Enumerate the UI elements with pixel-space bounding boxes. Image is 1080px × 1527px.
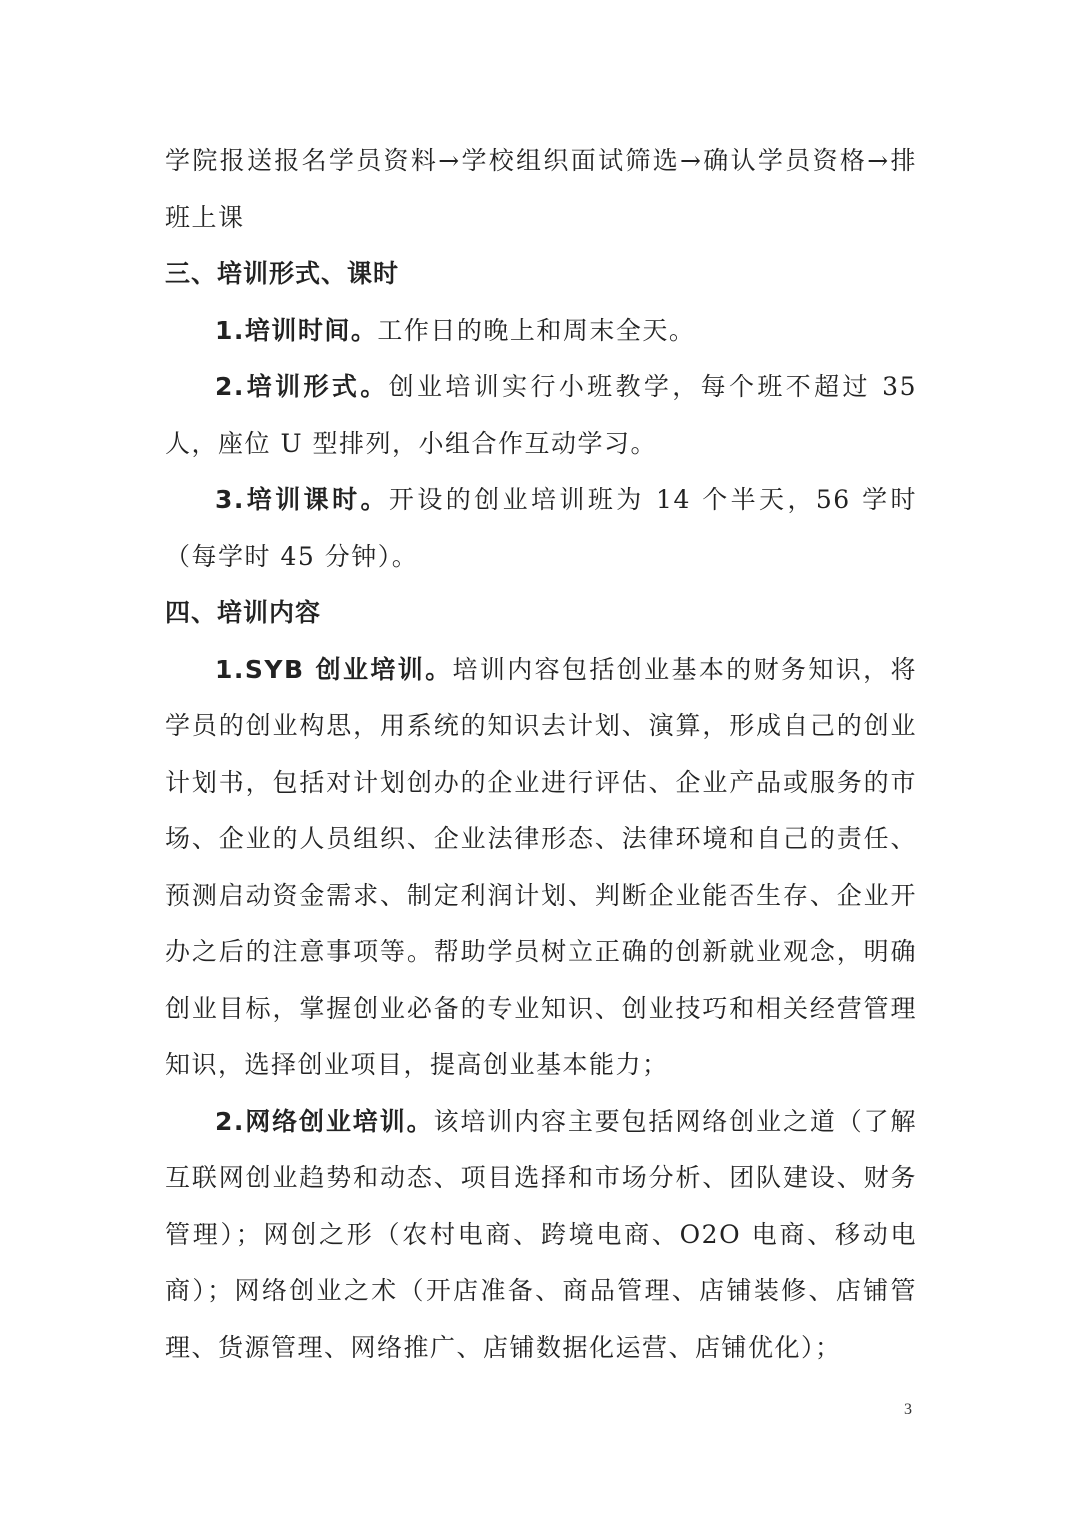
online-training-lead: 2.网络创业培训。 bbox=[215, 1106, 434, 1136]
document-body bbox=[165, 133, 917, 1376]
training-time-lead: 1.培训时间。 bbox=[215, 315, 378, 345]
training-hours-paragraph bbox=[165, 472, 917, 585]
process-flow-paragraph: 学院报送报名学员资料→学校组织面试筛选→确认学员资格→排班上课 bbox=[165, 146, 917, 232]
syb-training-lead: 1.SYB 创业培训。 bbox=[215, 654, 453, 684]
training-time-text: 工作日的晚上和周末全天。 bbox=[377, 315, 696, 345]
training-format-text: 创业培训实行小班教学，每个班不超过 35 人，座位 U 型排列，小组合作互动学习。 bbox=[165, 372, 917, 458]
section-4-heading: 四、培训内容 bbox=[165, 598, 322, 627]
training-format-paragraph bbox=[165, 359, 917, 472]
training-time-paragraph bbox=[165, 303, 917, 360]
online-training-paragraph bbox=[165, 1094, 917, 1377]
training-format-lead: 2.培训形式。 bbox=[215, 372, 389, 401]
section-3-heading: 三、培训形式、课时 bbox=[165, 259, 400, 288]
page-number: 3 bbox=[904, 1401, 912, 1418]
training-hours-lead: 3.培训课时。 bbox=[215, 485, 389, 514]
training-hours-text: 开设的创业培训班为 14 个半天，56 学时（每学时 45 分钟）。 bbox=[165, 485, 917, 571]
syb-training-paragraph bbox=[165, 642, 917, 1094]
online-training-text: 该培训内容主要包括网络创业之道（了解互联网创业趋势和动态、项目选择和市场分析、团队建设、财务管理）；网创之形（农村电商、跨境电商、O2O 电商、移动电商）；网络创业之术（开店准备、商品管理、店铺装修、店铺管理、货源管理、网络推广、店铺数据化运营、店铺优化）； bbox=[165, 1106, 917, 1362]
syb-training-text: 培训内容包括创业基本的财务知识，将学员的创业构思，用系统的知识去计划、演算，形成自己的创业计划书，包括对计划创办的企业进行评估、企业产品或服务的市场、企业的人员组织、企业法律形态、法律环境和自己的责任、预测启动资金需求、制定利润计划、判断企业能否生存、企业开办之后的注意事项等。帮助学员树立正确的创新就业观念，明确创业目标，掌握创业必备的专业知识、创业技巧和相关经营管理知识，选择创业项目，提高创业基本能力； bbox=[165, 654, 917, 1079]
